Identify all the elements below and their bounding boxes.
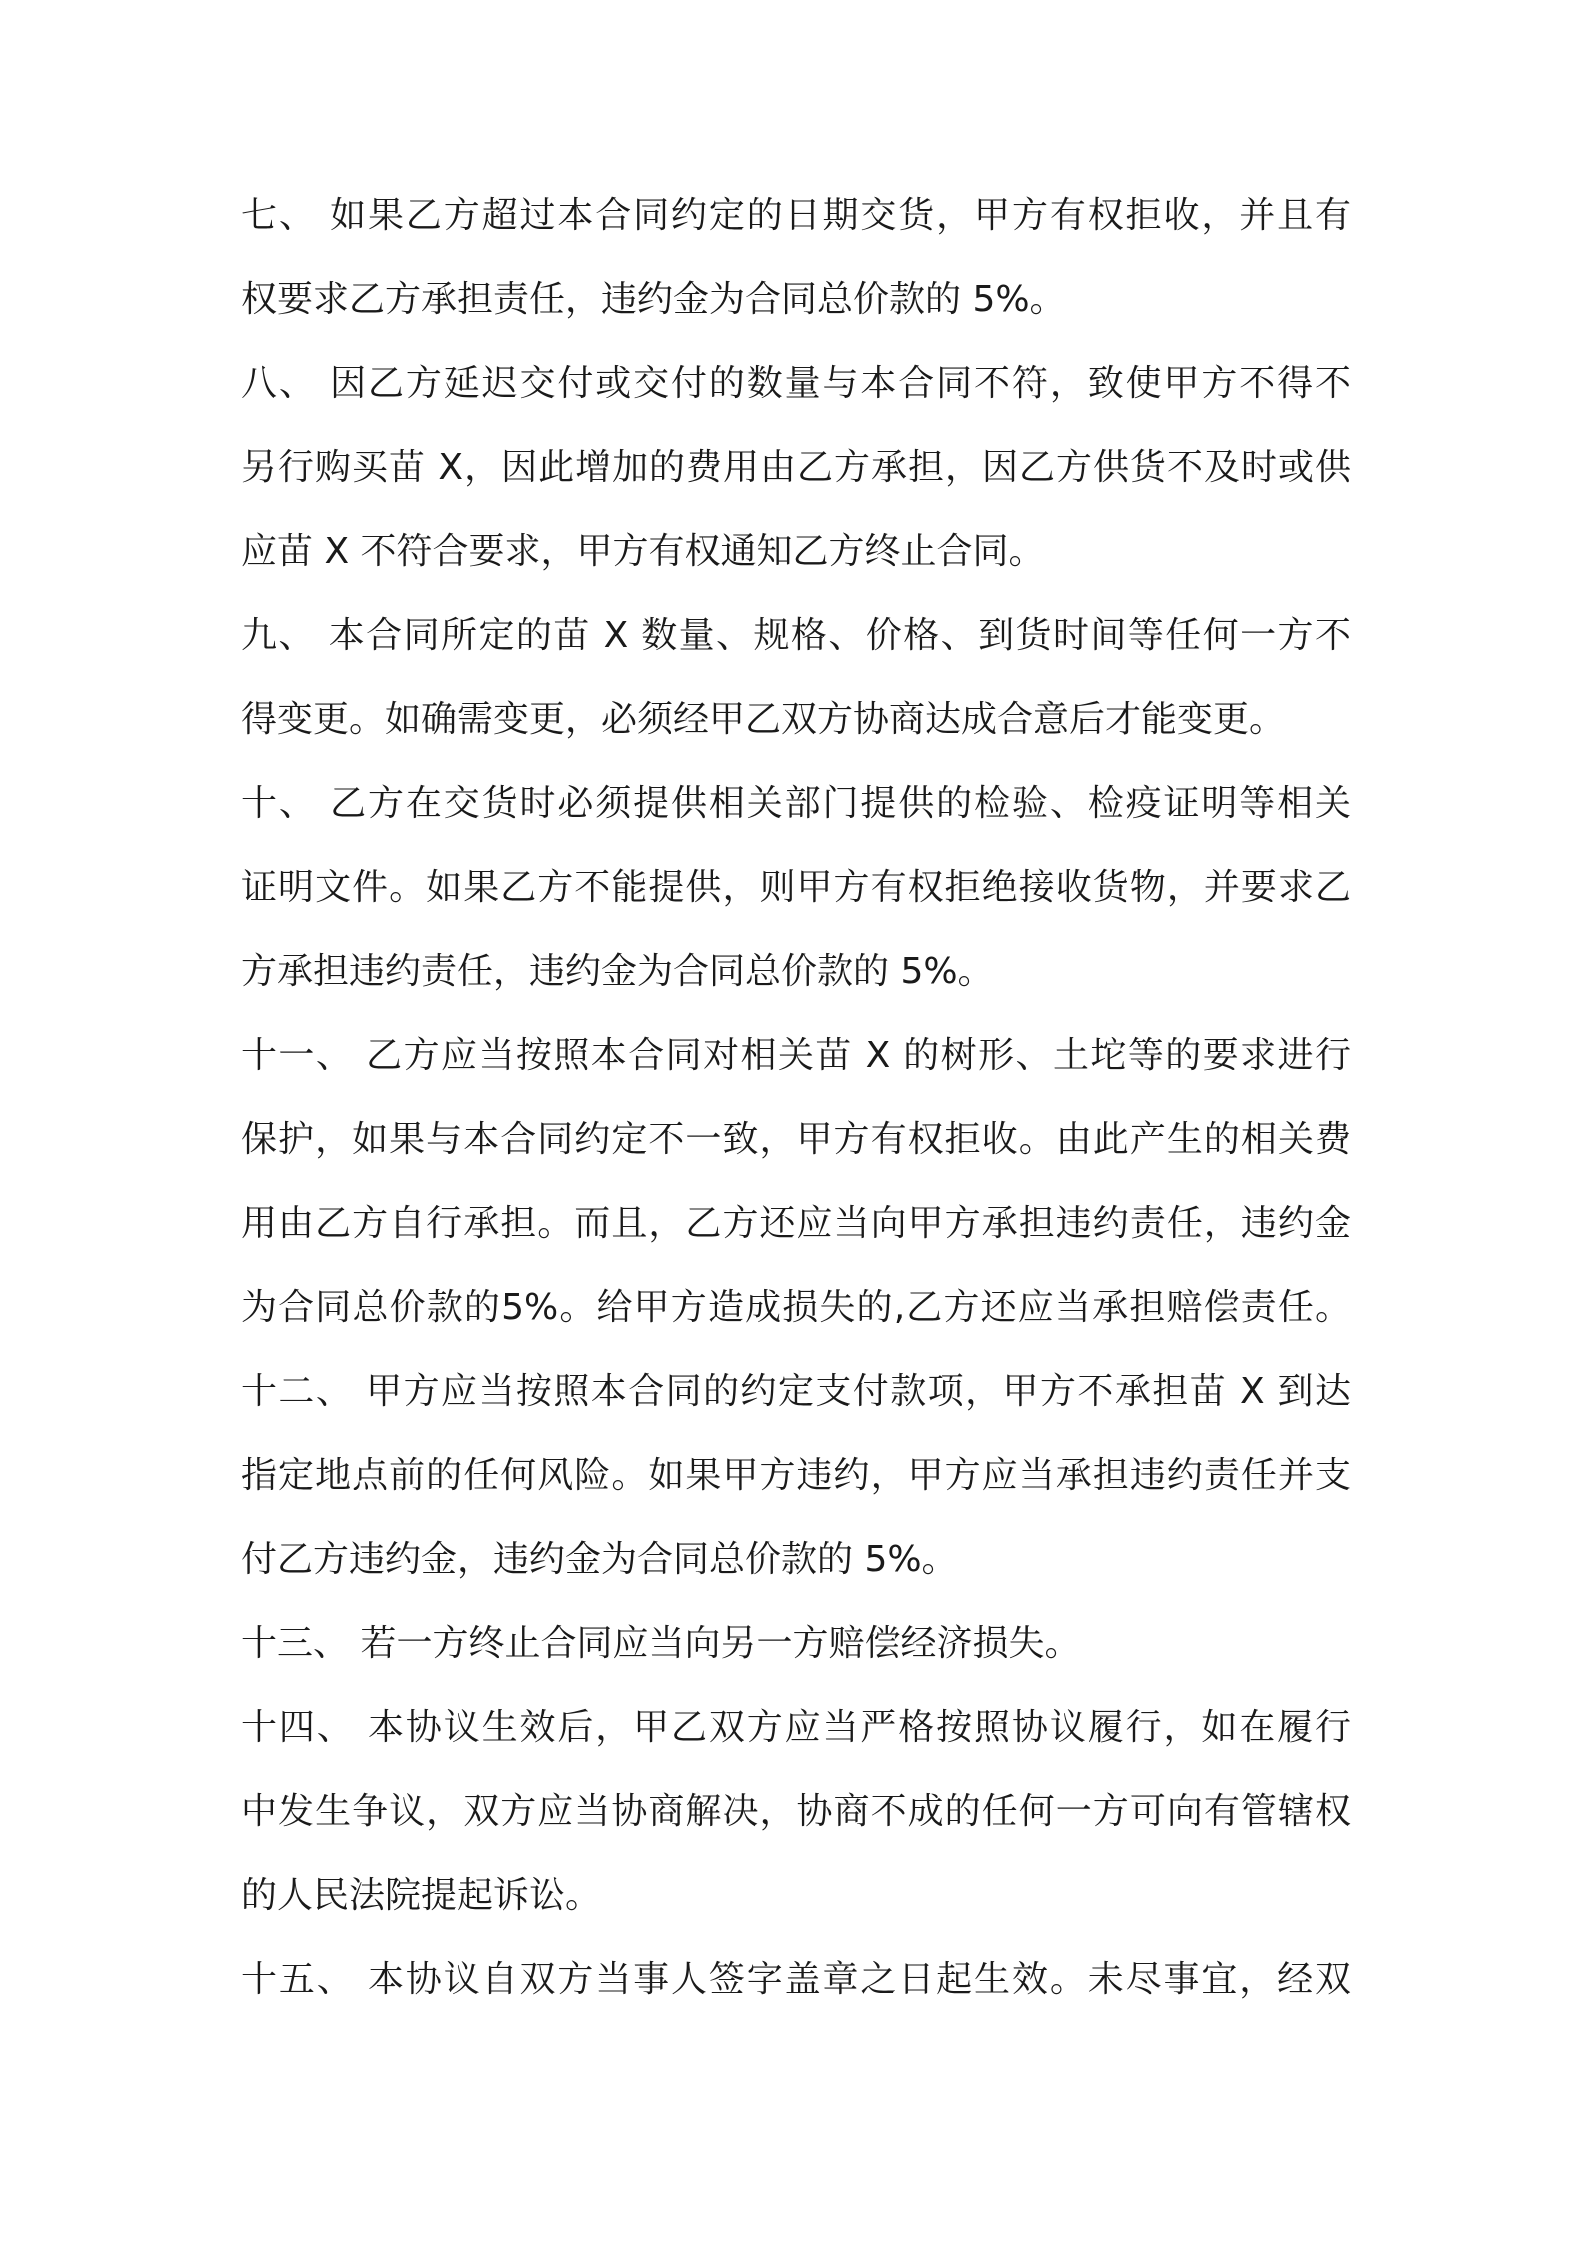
clause-15 bbox=[241, 1960, 1351, 2000]
clause-line: 方承担违约责任，违约金为合同总价款的 5%。 bbox=[241, 951, 994, 992]
clause-line: 十一、 乙方应当按照本合同对相关苗 X 的树形、土坨等的要求进行 bbox=[241, 1035, 1351, 1076]
clause-12 bbox=[241, 1372, 1351, 1580]
clause-11 bbox=[241, 1036, 1351, 1328]
clause-line: 七、 如果乙方超过本合同约定的日期交货，甲方有权拒收，并且有 bbox=[241, 195, 1351, 236]
clause-line: 付乙方违约金，违约金为合同总价款的 5%。 bbox=[241, 1539, 958, 1580]
clause-13 bbox=[241, 1624, 1351, 1664]
clause-line: 应苗 X 不符合要求，甲方有权通知乙方终止合同。 bbox=[241, 531, 1045, 572]
clause-10 bbox=[241, 784, 1351, 992]
clause-line: 为合同总价款的5%。给甲方造成损失的,乙方还应当承担赔偿责任。 bbox=[241, 1287, 1351, 1328]
clause-line: 十五、 本协议自双方当事人签字盖章之日起生效。未尽事宜，经双 bbox=[241, 1959, 1351, 2000]
clause-line: 得变更。如确需变更，必须经甲乙双方协商达成合意后才能变更。 bbox=[241, 699, 1286, 740]
clause-line: 权要求乙方承担责任，违约金为合同总价款的 5%。 bbox=[241, 279, 1066, 320]
clause-line: 十、 乙方在交货时必须提供相关部门提供的检验、检疫证明等相关 bbox=[241, 783, 1351, 824]
clause-line: 保护，如果与本合同约定不一致，甲方有权拒收。由此产生的相关费 bbox=[241, 1119, 1351, 1160]
clause-line: 九、 本合同所定的苗 X 数量、规格、价格、到货时间等任何一方不 bbox=[241, 615, 1351, 656]
contract-page bbox=[241, 196, 1351, 2000]
clause-line: 八、 因乙方延迟交付或交付的数量与本合同不符，致使甲方不得不 bbox=[241, 363, 1351, 404]
clause-line: 指定地点前的任何风险。如果甲方违约，甲方应当承担违约责任并支 bbox=[241, 1455, 1351, 1496]
clause-line: 十四、 本协议生效后，甲乙双方应当严格按照协议履行，如在履行 bbox=[241, 1707, 1351, 1748]
clause-line: 用由乙方自行承担。而且，乙方还应当向甲方承担违约责任，违约金 bbox=[241, 1203, 1351, 1244]
clause-7 bbox=[241, 196, 1351, 320]
clause-line: 十二、 甲方应当按照本合同的约定支付款项，甲方不承担苗 X 到达 bbox=[241, 1371, 1351, 1412]
clause-14 bbox=[241, 1708, 1351, 1916]
clause-line: 十三、 若一方终止合同应当向另一方赔偿经济损失。 bbox=[241, 1623, 1081, 1664]
clause-8 bbox=[241, 364, 1351, 572]
clause-line: 的人民法院提起诉讼。 bbox=[241, 1875, 602, 1916]
clause-line: 中发生争议，双方应当协商解决，协商不成的任何一方可向有管辖权 bbox=[241, 1791, 1351, 1832]
clause-line: 另行购买苗 X，因此增加的费用由乙方承担，因乙方供货不及时或供 bbox=[241, 447, 1351, 488]
clause-9 bbox=[241, 616, 1351, 740]
clause-line: 证明文件。如果乙方不能提供，则甲方有权拒绝接收货物，并要求乙 bbox=[241, 867, 1351, 908]
